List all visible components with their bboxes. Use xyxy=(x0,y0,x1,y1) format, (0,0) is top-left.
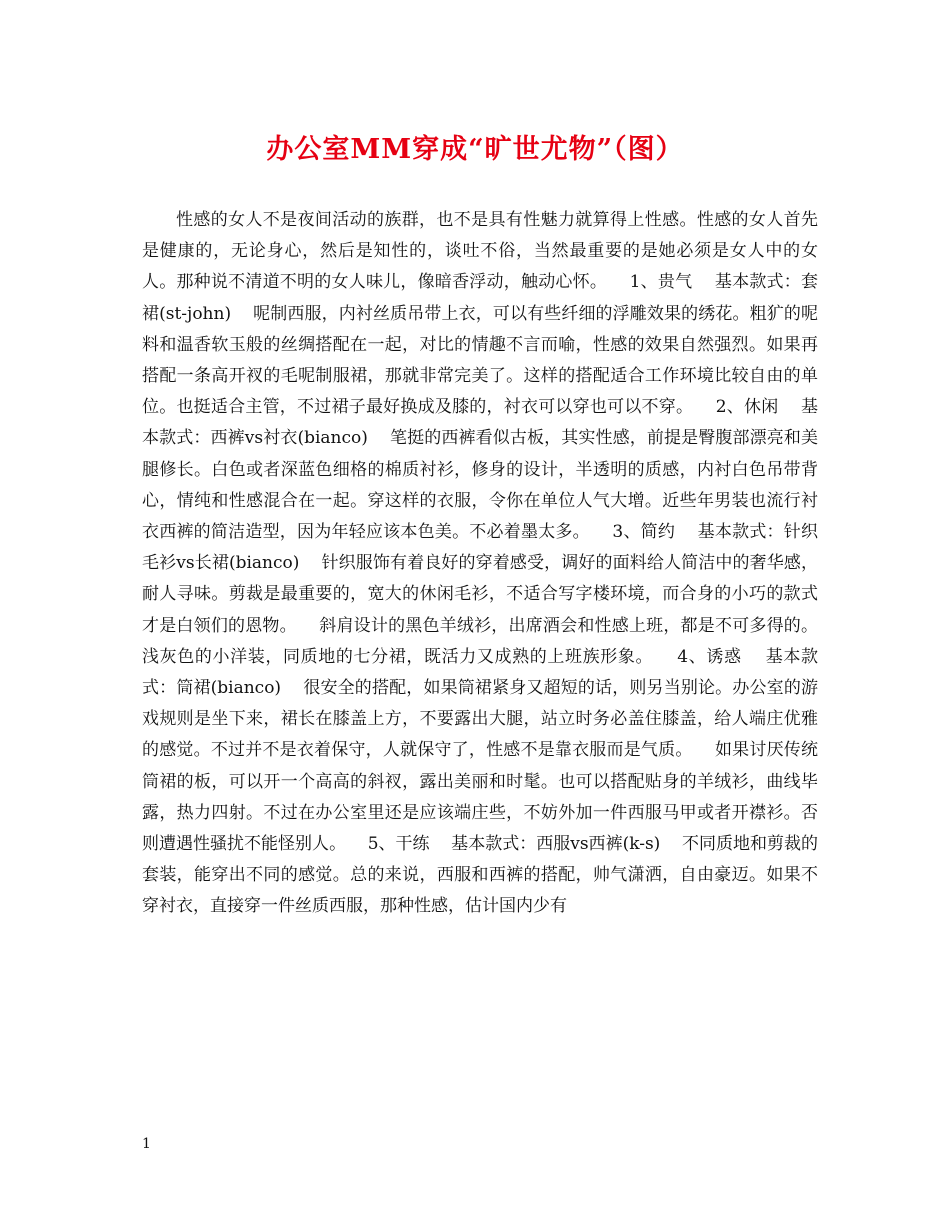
page-title: 办公室MM穿成“旷世尤物”（图） xyxy=(266,134,684,165)
article-body: 性感的女人不是夜间活动的族群，也不是具有性魅力就算得上性感。性感的女人首先是健康的，无论身心，然后是知性的，谈吐不俗，当然最重要的是她必须是女人中的女人。那种说不清道不明的女人味儿，像暗香浮动，触动心怀。 1、贵气 基本款式：套裙(st-john) 呢制西服，内衬丝质吊带上衣，可以有些纤细的浮雕效果的绣花。粗犷的呢料和温香软玉般的丝绸搭配在一起，对比的情趣不言而喻，性感的效果自然强烈。如果再搭配一条高开衩的毛呢制服裙，那就非常完美了。这样的搭配适合工作环境比较自由的单位。也挺适合主管，不过裙子最好换成及膝的，衬衣可以穿也可以不穿。 2、休闲 基本款式：西裤vs衬衣(bianco) 笔挺的西裤看似古板，其实性感，前提是臀腹部漂亮和美腿修长。白色或者深蓝色细格的棉质衬衫，修身的设计，半透明的质感，内衬白色吊带背心，情纯和性感混合在一起。穿这样的衣服，令你在单位人气大增。近些年男装也流行衬衣西裤的简洁造型，因为年轻应该本色美。不必着墨太多。 3、简约 基本款式：针织毛衫vs长裙(bianco) 针织服饰有着良好的穿着感受，调好的面料给人简洁中的奢华感，耐人寻味。剪裁是最重要的，宽大的休闲毛衫，不适合写字楼环境，而合身的小巧的款式才是白领们的恩物。 斜肩设计的黑色羊绒衫，出席酒会和性感上班，都是不可多得的。浅灰色的小洋装，同质地的七分裙，既活力又成熟的上班族形象。 4、诱惑 基本款式：筒裙(bianco) 很安全的搭配，如果筒裙紧身又超短的话，则另当别论。办公室的游戏规则是坐下来，裙长在膝盖上方，不要露出大腿，站立时务必盖住膝盖，给人端庄优雅的感觉。不过并不是衣着保守，人就保守了，性感不是靠衣服而是气质。 如果讨厌传统筒裙的板，可以开一个高高的斜衩，露出美丽和时髦。也可以搭配贴身的羊绒衫，曲线毕露，热力四射。不过在办公室里还是应该端庄些，不妨外加一件西服马甲或者开襟衫。否则遭遇性骚扰不能怪别人。 5、干练 基本款式：西服vs西裤(k-s) 不同质地和剪裁的套装，能穿出不同的感觉。总的来说，西服和西裤的搭配，帅气潇洒，自由豪迈。如果不穿衬衣，直接穿一件丝质西服，那种性感，估计国内少有 xyxy=(142,210,818,917)
page-number: 1 xyxy=(142,1136,151,1152)
